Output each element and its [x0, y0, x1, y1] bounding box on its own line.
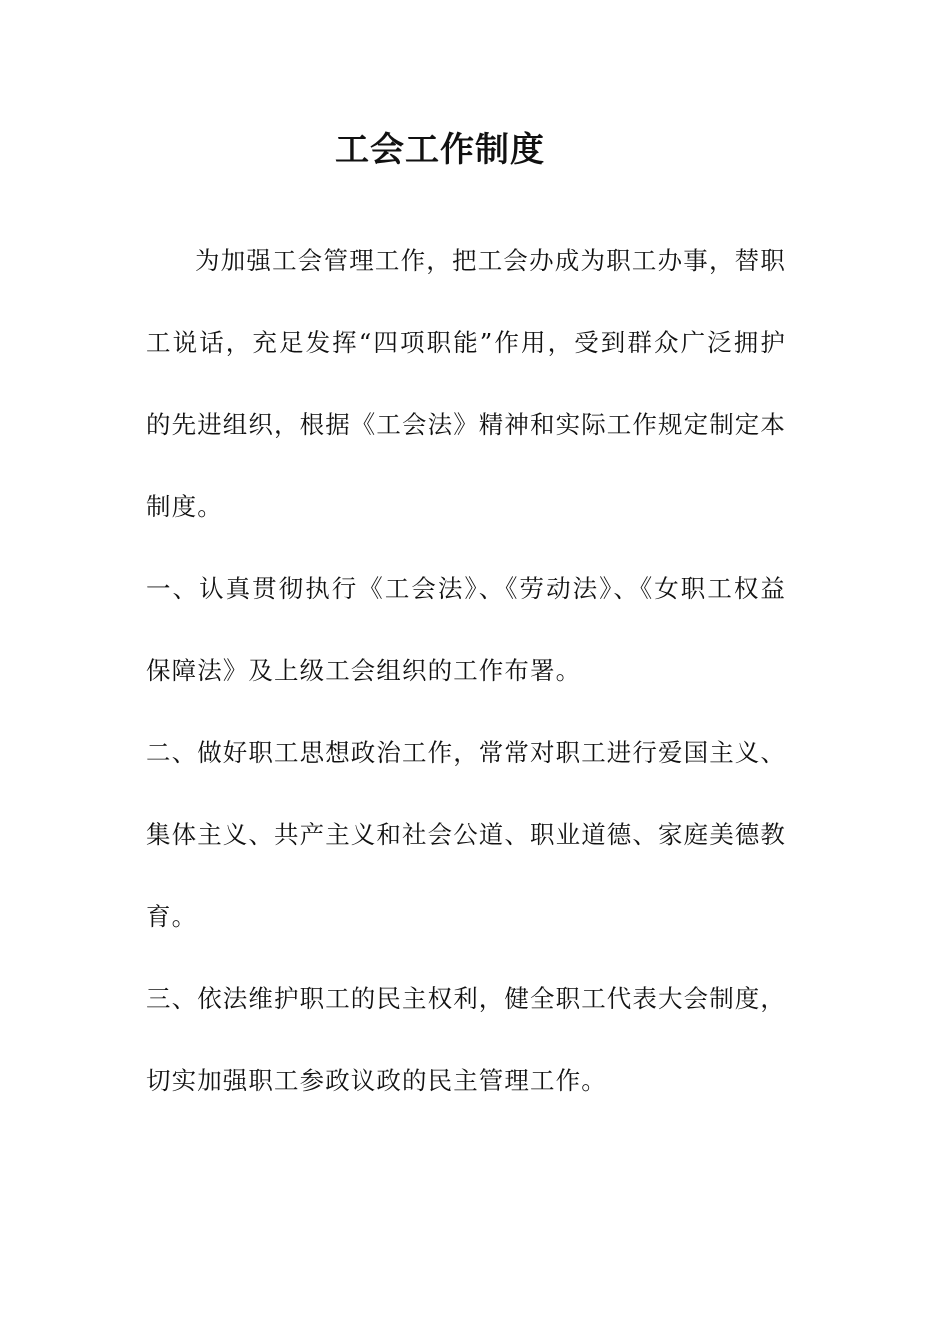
document-body — [146, 220, 786, 1122]
document-title: 工会工作制度 — [335, 130, 545, 170]
clause-two: 二、做好职工思想政治工作，常常对职工进行爱国主义、集体主义、共产主义和社会公道、职业道德、家庭美德教育。 — [146, 738, 786, 931]
clause-three: 三、依法维护职工的民主权利，健全职工代表大会制度，切实加强职工参政议政的民主管理工作。 — [146, 984, 786, 1095]
intro-paragraph: 为加强工会管理工作，把工会办成为职工办事，替职工说话，充足发挥“四项职能”作用，受到群众广泛拥护的先进组织，根据《工会法》精神和实际工作规定制定本制度。 — [146, 246, 786, 521]
clause-one: 一、认真贯彻执行《工会法》、《劳动法》、《女职工权益保障法》及上级工会组织的工作布署。 — [146, 574, 786, 685]
